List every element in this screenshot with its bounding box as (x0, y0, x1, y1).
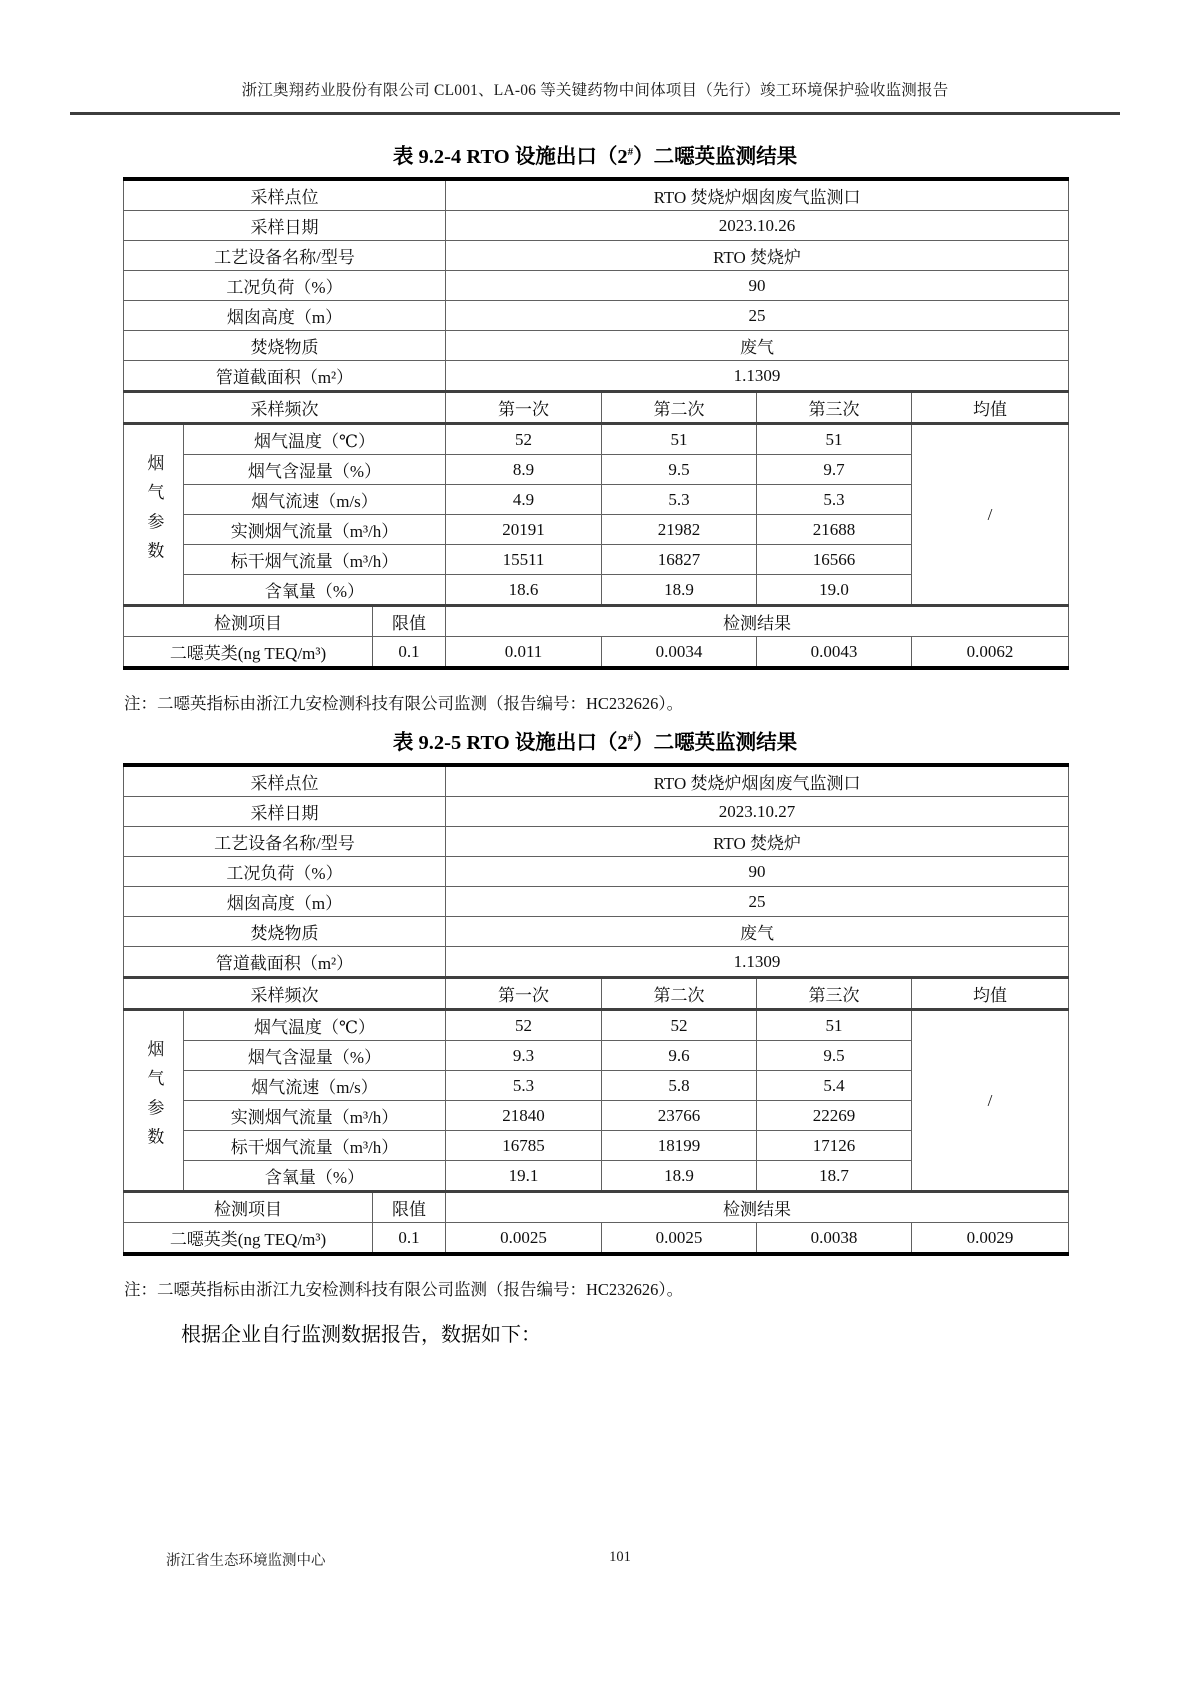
row-label-cell: 含氧量（%） (184, 575, 446, 606)
frequency-header-row (124, 392, 1069, 424)
table-1-note: 注：二噁英指标由浙江九安检测科技有限公司监测（报告编号：HC232626）。 (124, 694, 684, 713)
value-cell: 0.0025 (602, 1223, 757, 1255)
col-header-cell: 第二次 (602, 978, 757, 1010)
col-header-cell: 均值 (912, 978, 1069, 1010)
info-row (124, 765, 1069, 797)
row-value-cell: RTO 焚烧炉 (446, 241, 1069, 271)
row-label-cell: 实测烟气流量（m³/h） (184, 1101, 446, 1131)
value-cell: 4.9 (446, 485, 602, 515)
value-cell: 16566 (757, 545, 912, 575)
row-value-cell: 25 (446, 301, 1069, 331)
value-cell: 0.0025 (446, 1223, 602, 1255)
info-row (124, 301, 1069, 331)
param-group-label: 烟气参数 (144, 1039, 164, 1157)
value-cell: 21688 (757, 515, 912, 545)
mean-value-cell: 0.0029 (912, 1223, 1069, 1255)
row-label-cell: 检测项目 (124, 606, 373, 637)
value-cell: 15511 (446, 545, 602, 575)
row-label-cell: 采样日期 (124, 211, 446, 241)
info-row (124, 331, 1069, 361)
mean-value-cell: 0.0062 (912, 637, 1069, 669)
param-row (124, 424, 1069, 455)
row-label-cell: 采样点位 (124, 765, 446, 797)
value-cell: 9.7 (757, 455, 912, 485)
row-value-cell: 90 (446, 271, 1069, 301)
row-label-cell: 采样频次 (124, 392, 446, 424)
table-1-title-post: ）二噁英监测结果 (633, 146, 798, 168)
value-cell: 17126 (757, 1131, 912, 1161)
col-header-cell: 第一次 (446, 978, 602, 1010)
value-cell: 0.0038 (757, 1223, 912, 1255)
row-label-cell: 烟囱高度（m） (124, 301, 446, 331)
value-cell: 18.6 (446, 575, 602, 606)
row-label-cell: 实测烟气流量（m³/h） (184, 515, 446, 545)
row-label-cell: 二噁英类(ng TEQ/m³) (124, 637, 373, 669)
result-header-cell: 检测结果 (446, 606, 1069, 637)
value-cell: 0.011 (446, 637, 602, 669)
row-label-cell: 烟气含湿量（%） (184, 1041, 446, 1071)
info-row (124, 361, 1069, 392)
header-rule (70, 112, 1120, 115)
row-label-cell: 管道截面积（m²） (124, 947, 446, 978)
row-label-cell: 标干烟气流量（m³/h） (184, 1131, 446, 1161)
document-header: 浙江奥翔药业股份有限公司 CL001、LA-06 等关键药物中间体项目（先行）竣工环境保护验收监测报告 (241, 82, 949, 99)
row-label-cell: 工况负荷（%） (124, 857, 446, 887)
limit-value-cell: 0.1 (373, 637, 446, 669)
value-cell: 18199 (602, 1131, 757, 1161)
row-value-cell: 1.1309 (446, 361, 1069, 392)
mean-cell: / (912, 424, 1069, 606)
value-cell: 52 (602, 1010, 757, 1041)
row-label-cell: 烟气含湿量（%） (184, 455, 446, 485)
row-label-cell: 烟气温度（℃） (184, 424, 446, 455)
result-header-cell: 检测结果 (446, 1192, 1069, 1223)
col-header-cell: 第三次 (757, 392, 912, 424)
row-value-cell: RTO 焚烧炉烟囱废气监测口 (446, 179, 1069, 211)
limit-value-cell: 0.1 (373, 1223, 446, 1255)
table-1-title (0, 139, 1190, 169)
value-cell: 0.0043 (757, 637, 912, 669)
value-cell: 18.9 (602, 1161, 757, 1192)
row-value-cell: 2023.10.27 (446, 797, 1069, 827)
info-row (124, 797, 1069, 827)
row-label-cell: 烟气温度（℃） (184, 1010, 446, 1041)
value-cell: 16827 (602, 545, 757, 575)
monitoring-table-2 (123, 763, 1069, 1256)
row-label-cell: 焚烧物质 (124, 331, 446, 361)
value-cell: 19.0 (757, 575, 912, 606)
body-paragraph: 根据企业自行监测数据报告，数据如下： (181, 1324, 541, 1346)
value-cell: 8.9 (446, 455, 602, 485)
row-label-cell: 二噁英类(ng TEQ/m³) (124, 1223, 373, 1255)
row-label-cell: 工艺设备名称/型号 (124, 241, 446, 271)
table-1-title-sup: # (627, 146, 634, 159)
row-label-cell: 管道截面积（m²） (124, 361, 446, 392)
row-label-cell: 工艺设备名称/型号 (124, 827, 446, 857)
row-label-cell: 采样频次 (124, 978, 446, 1010)
row-label-cell: 含氧量（%） (184, 1161, 446, 1192)
col-header-cell: 第一次 (446, 392, 602, 424)
info-row (124, 857, 1069, 887)
row-label-cell: 焚烧物质 (124, 917, 446, 947)
value-cell: 5.4 (757, 1071, 912, 1101)
limit-header-row (124, 606, 1069, 637)
value-cell: 5.3 (602, 485, 757, 515)
info-row (124, 887, 1069, 917)
monitoring-table-1 (123, 177, 1069, 670)
value-cell: 20191 (446, 515, 602, 545)
value-cell: 23766 (602, 1101, 757, 1131)
value-cell: 22269 (757, 1101, 912, 1131)
value-cell: 19.1 (446, 1161, 602, 1192)
table-2-title-post: ）二噁英监测结果 (633, 732, 798, 754)
value-cell: 52 (446, 424, 602, 455)
row-value-cell: 1.1309 (446, 947, 1069, 978)
row-label-cell: 烟囱高度（m） (124, 887, 446, 917)
value-cell: 5.3 (757, 485, 912, 515)
info-row (124, 179, 1069, 211)
col-header-cell: 第三次 (757, 978, 912, 1010)
value-cell: 5.8 (602, 1071, 757, 1101)
frequency-header-row (124, 978, 1069, 1010)
value-cell: 5.3 (446, 1071, 602, 1101)
row-value-cell: 2023.10.26 (446, 211, 1069, 241)
value-cell: 51 (602, 424, 757, 455)
value-cell: 9.3 (446, 1041, 602, 1071)
row-value-cell: RTO 焚烧炉烟囱废气监测口 (446, 765, 1069, 797)
param-group-label: 烟气参数 (144, 453, 164, 571)
table-2-title-sup: # (627, 732, 634, 745)
value-cell: 21840 (446, 1101, 602, 1131)
row-value-cell: 25 (446, 887, 1069, 917)
row-label-cell: 采样日期 (124, 797, 446, 827)
result-row (124, 1223, 1069, 1255)
col-header-cell: 第二次 (602, 392, 757, 424)
value-cell: 51 (757, 1010, 912, 1041)
row-label-cell: 烟气流速（m/s） (184, 485, 446, 515)
table-2-note: 注：二噁英指标由浙江九安检测科技有限公司监测（报告编号：HC232626）。 (124, 1280, 684, 1299)
row-label-cell: 检测项目 (124, 1192, 373, 1223)
table-1-title-pre: 表 9.2-4 RTO 设施出口（2 (392, 146, 628, 168)
value-cell: 9.5 (602, 455, 757, 485)
value-cell: 16785 (446, 1131, 602, 1161)
limit-header-cell: 限值 (373, 606, 446, 637)
value-cell: 52 (446, 1010, 602, 1041)
limit-header-row (124, 1192, 1069, 1223)
value-cell: 0.0034 (602, 637, 757, 669)
result-row (124, 637, 1069, 669)
table-2-title (0, 725, 1190, 755)
row-value-cell: 废气 (446, 917, 1069, 947)
param-group-cell (124, 424, 184, 606)
footer-page-number: 101 (609, 1549, 631, 1565)
param-group-cell (124, 1010, 184, 1192)
row-label-cell: 烟气流速（m/s） (184, 1071, 446, 1101)
footer-organization: 浙江省生态环境监测中心 (166, 1553, 326, 1569)
table-2-title-pre: 表 9.2-5 RTO 设施出口（2 (392, 732, 628, 754)
mean-cell: / (912, 1010, 1069, 1192)
info-row (124, 917, 1069, 947)
info-row (124, 211, 1069, 241)
limit-header-cell: 限值 (373, 1192, 446, 1223)
value-cell: 18.9 (602, 575, 757, 606)
value-cell: 9.5 (757, 1041, 912, 1071)
value-cell: 9.6 (602, 1041, 757, 1071)
value-cell: 51 (757, 424, 912, 455)
info-row (124, 271, 1069, 301)
row-value-cell: 90 (446, 857, 1069, 887)
info-row (124, 827, 1069, 857)
row-value-cell: 废气 (446, 331, 1069, 361)
info-row (124, 241, 1069, 271)
value-cell: 21982 (602, 515, 757, 545)
col-header-cell: 均值 (912, 392, 1069, 424)
info-row (124, 947, 1069, 978)
row-value-cell: RTO 焚烧炉 (446, 827, 1069, 857)
row-label-cell: 工况负荷（%） (124, 271, 446, 301)
param-row (124, 1010, 1069, 1041)
row-label-cell: 采样点位 (124, 179, 446, 211)
row-label-cell: 标干烟气流量（m³/h） (184, 545, 446, 575)
value-cell: 18.7 (757, 1161, 912, 1192)
